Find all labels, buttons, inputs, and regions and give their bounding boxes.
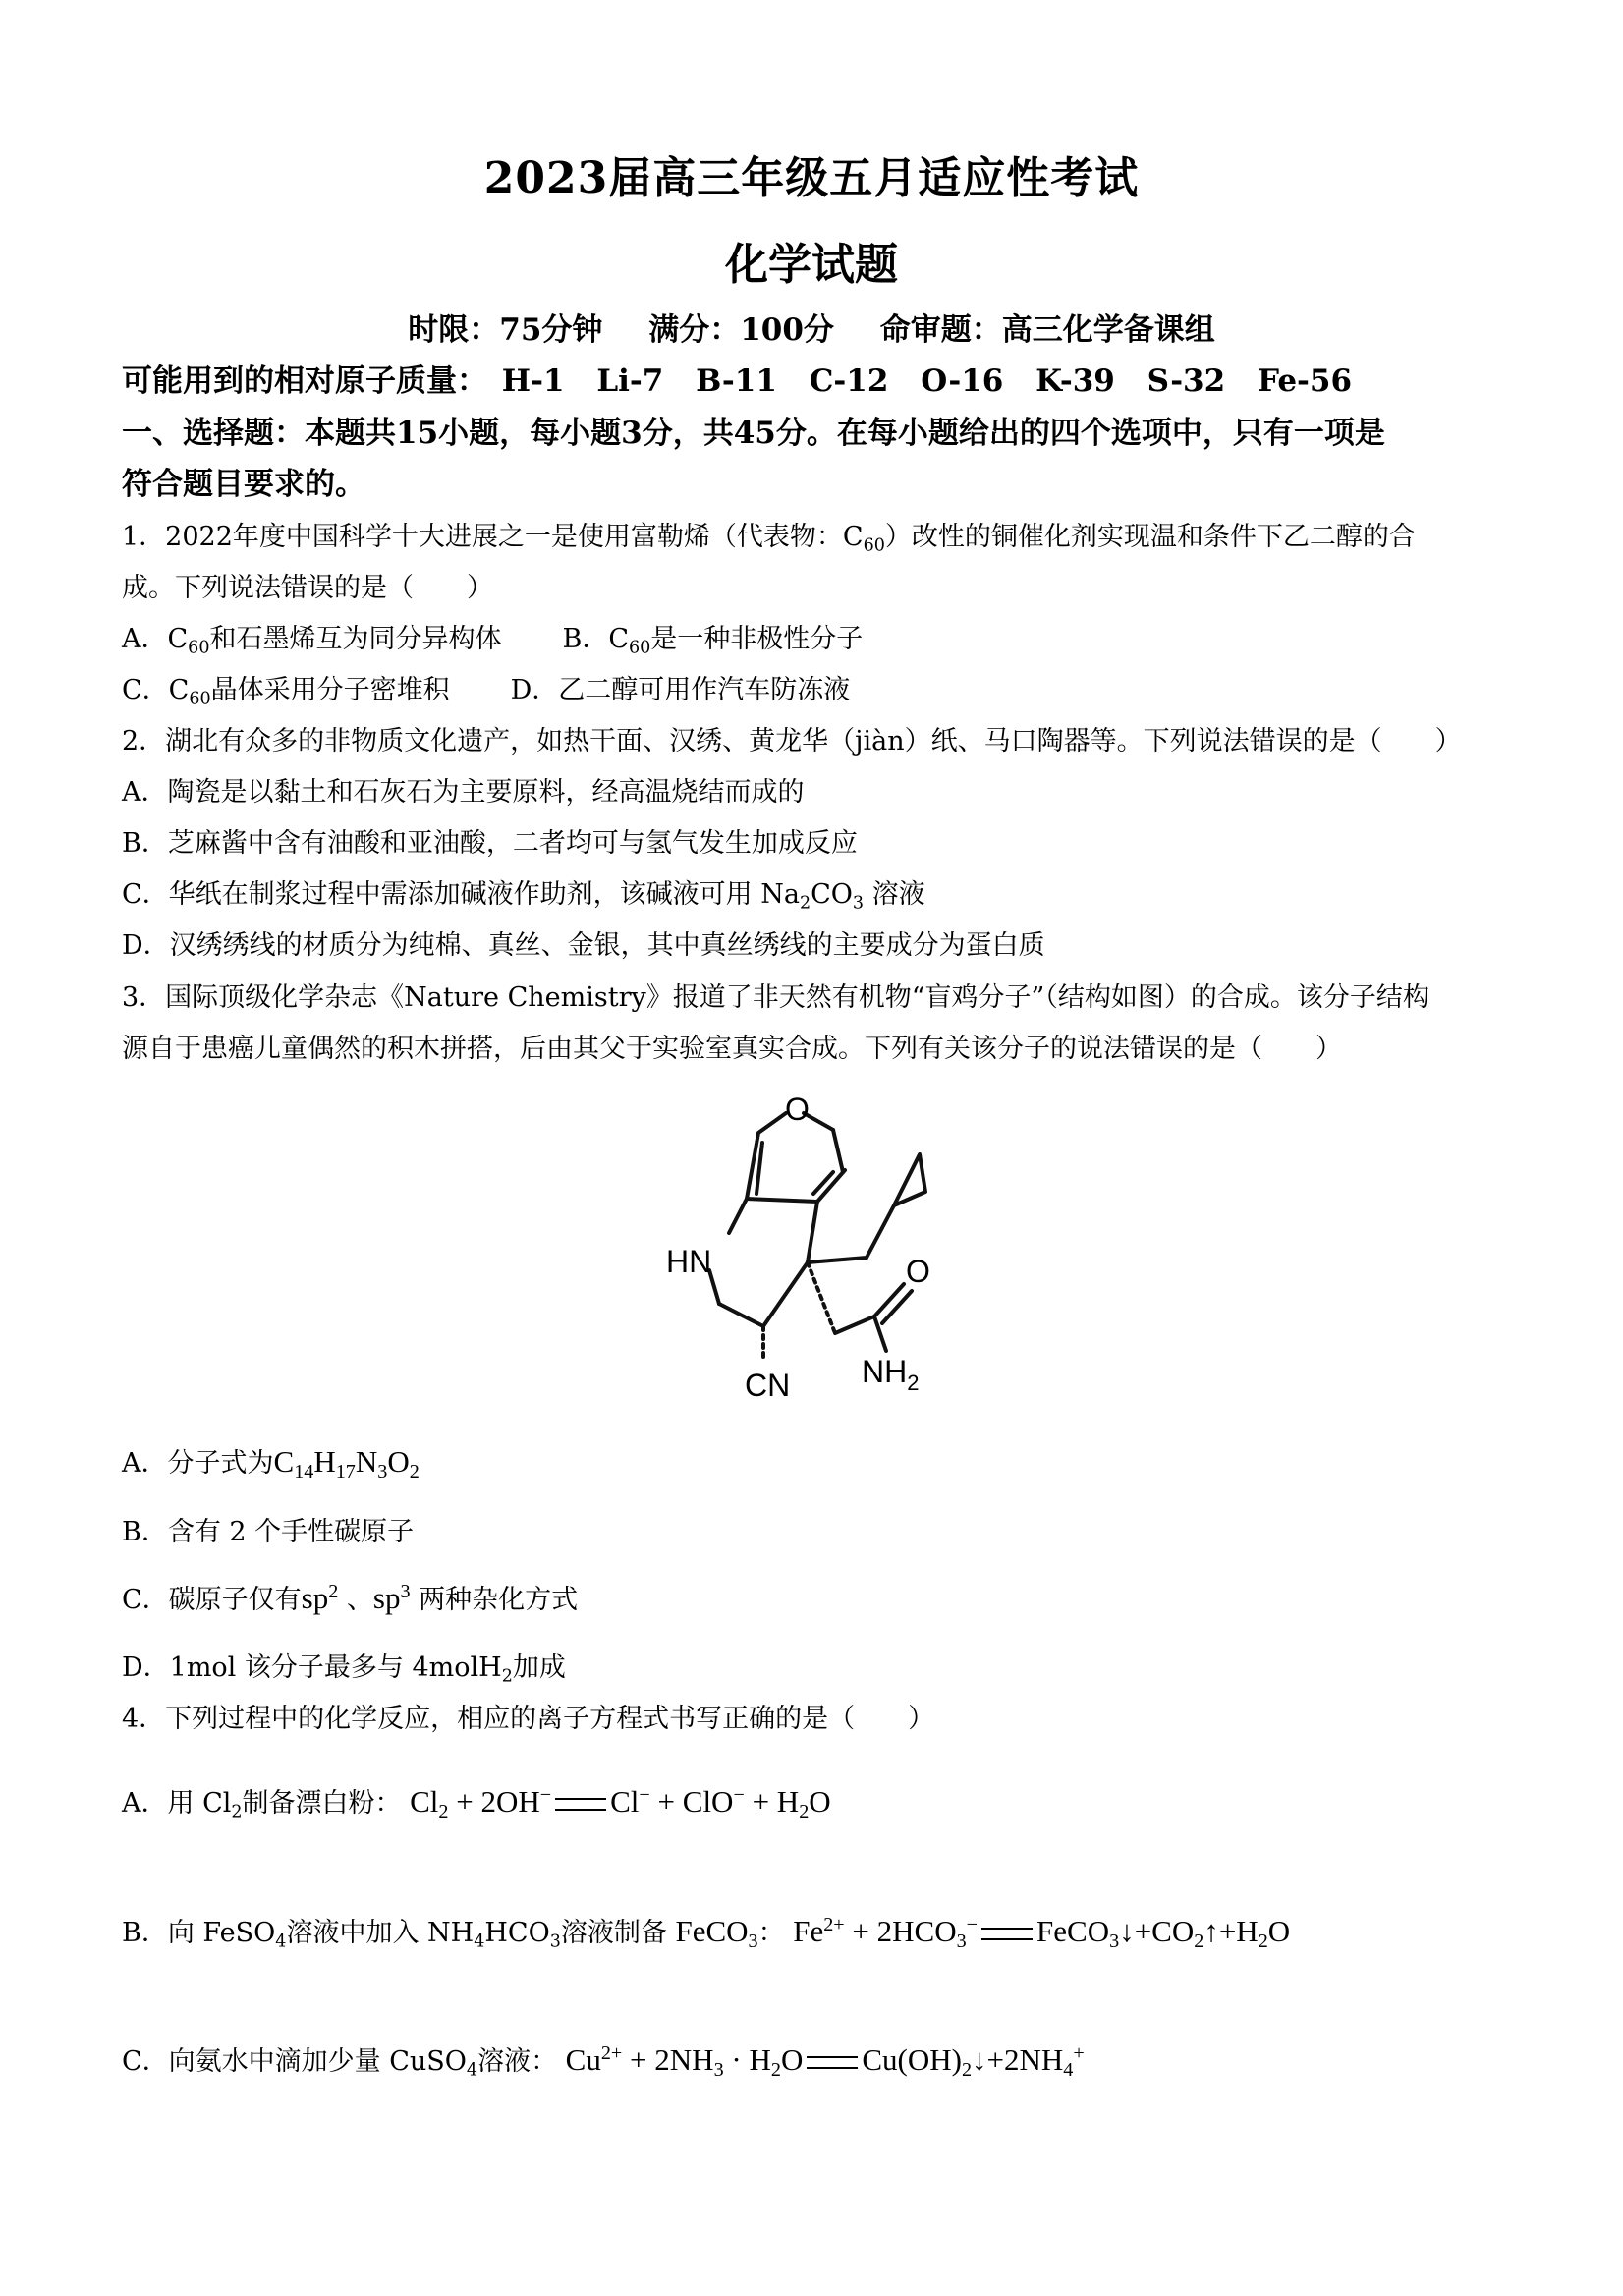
option-b: B．芝麻酱中含有油酸和亚油酸，二者均可与氢气发生加成反应 — [122, 828, 858, 859]
option-c: C．华纸在制浆过程中需添加碱液作助剂，该碱液可用 $Na_2CO_3$ 溶液 — [122, 879, 925, 914]
atomic-mass-item: Li-7 — [596, 364, 664, 399]
section-heading-line1: 一、选择题：本题共15小题，每小题3分，共45分。在每小题给出的四个选项中，只有一项是 — [122, 416, 1385, 451]
option-a: A．分子式为$C_{14}H_{17}N_3O_2$ — [122, 1444, 420, 1484]
atomic-mass-item: H-1 — [501, 364, 565, 399]
option-b: B．含有 2 个手性碳原子 — [122, 1517, 415, 1547]
question-3-stem-2: 源自于患癌儿童偶然的积木拼搭，后由其父于实验室真实合成。下列有关该分子的说法错误的是（ ） — [122, 1034, 1342, 1064]
atomic-mass-item: O-16 — [921, 364, 1004, 399]
question-1-stem: 1．2022年度中国科学十大进展之一是使用富勒烯（代表物：$C_{60}$）改性的铜催化剂实现温和条件下乙二醇的合 — [122, 522, 1416, 556]
option-b: B．$C_{60}$是一种非极性分子 — [562, 624, 864, 658]
time-limit: 时限：75分钟 — [408, 312, 603, 348]
atomic-mass-item: Fe-56 — [1258, 364, 1353, 399]
section-heading-line2: 符合题目要求的。 — [122, 467, 365, 502]
option-c: C．向氨水中滴加少量 CuSO$_4$溶液： $Cu^{2+} + 2NH_3 \cdot H_2O$ $Cu(OH)_2↓+2NH_4^+$ — [122, 2042, 1085, 2082]
option-d: D．1mol 该分子最多与 4molH$_2$加成 — [122, 1652, 566, 1687]
molecule-structure — [660, 1076, 965, 1400]
question-2-stem: 2．湖北有众多的非物质文化遗产，如热干面、汉绣、黄龙华（jiàn）纸、马口陶器等。下列说法错误的是（ ） — [122, 726, 1462, 756]
atomic-masses-label: 可能用到的相对原子质量： — [122, 364, 487, 399]
option-c: C．$C_{60}$晶体采用分子密堆积 — [122, 675, 450, 709]
exam-subtitle: 化学试题 — [725, 240, 898, 290]
nitrile-label: CN — [745, 1368, 791, 1400]
option-a: A．用 $Cl_2$制备漂白粉： $Cl_2 + 2OH^-$ $Cl^- + ClO^- + H_2O$ — [122, 1783, 831, 1823]
option-b: B．向 FeSO$_4$溶液中加入 $NH_4HCO_3$溶液制备 FeCO$_3$： $Fe^{2+} + 2HCO_3^-$ $FeCO_3↓+CO_2↑+H_2O$ — [122, 1913, 1291, 1953]
question-1-stem-2: 成。下列说法错误的是（ ） — [122, 573, 493, 603]
option-d: D．乙二醇可用作汽车防冻液 — [510, 675, 851, 705]
option-d: D．汉绣绣线的材质分为纯棉、真丝、金银，其中真丝绣线的主要成分为蛋白质 — [122, 930, 1045, 961]
exam-title: 2023届高三年级五月适应性考试 — [483, 153, 1140, 203]
atomic-mass-item: B-11 — [696, 364, 777, 399]
atomic-mass-item: K-39 — [1035, 364, 1115, 399]
amide-label: $NH_2$ — [862, 1354, 920, 1395]
question-4-stem: 4．下列过程中的化学反应，相应的离子方程式书写正确的是（ ） — [122, 1704, 935, 1734]
carbonyl-oxygen-label: O — [906, 1254, 930, 1289]
atomic-mass-item: S-32 — [1147, 364, 1226, 399]
option-c: C．碳原子仅有$sp^2$ 、$sp^3$ 两种杂化方式 — [122, 1580, 579, 1615]
question-1-options-ab — [122, 617, 864, 658]
exam-meta — [0, 305, 1623, 349]
option-a: A．陶瓷是以黏土和石灰石为主要原料，经高温烧结而成的 — [122, 777, 805, 808]
author: 命审题：高三化学备课组 — [879, 312, 1215, 348]
full-score: 满分：100分 — [648, 312, 834, 348]
atomic-masses — [122, 356, 1373, 400]
amine-label: HN — [666, 1244, 712, 1279]
question-1-options-cd — [122, 668, 851, 709]
atomic-mass-item: C-12 — [809, 364, 889, 399]
furan-oxygen-label: O — [785, 1092, 810, 1127]
option-a: A．$C_{60}$和石墨烯互为同分异构体 — [122, 624, 502, 658]
question-3-stem: 3．国际顶级化学杂志《Nature Chemistry》报道了非天然有机物“盲鸡分子”（结构如图）的合成。该分子结构 — [122, 982, 1429, 1013]
